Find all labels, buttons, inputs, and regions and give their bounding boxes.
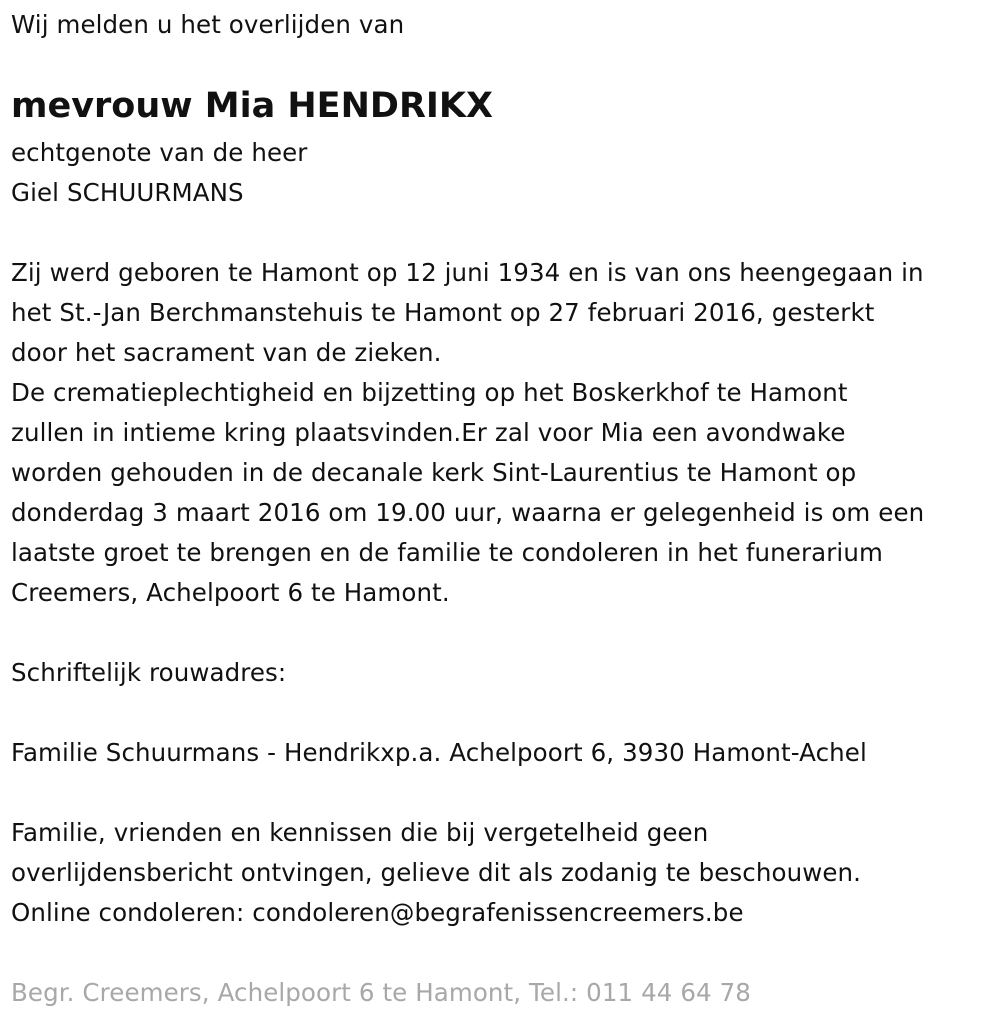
relation-line: echtgenote van de heer <box>11 138 308 167</box>
online-condolence-line: Online condoleren: condoleren@begrafenissencreemers.be <box>11 898 744 927</box>
closing-line: Familie, vrienden en kennissen die bij vergetelheid geen <box>11 818 709 847</box>
body-line: zullen in intieme kring plaatsvinden.Er zal voor Mia een avondwake <box>11 418 846 447</box>
body-line: Creemers, Achelpoort 6 te Hamont. <box>11 578 450 607</box>
body-line: donderdag 3 maart 2016 om 19.00 uur, waarna er gelegenheid is om een <box>11 498 925 527</box>
spouse-block <box>11 133 307 213</box>
closing-line: overlijdensbericht ontvingen, gelieve dit als zodanig te beschouwen. <box>11 858 862 887</box>
notice-body <box>11 253 924 613</box>
body-line: worden gehouden in de decanale kerk Sint-Laurentius te Hamont op <box>11 458 857 487</box>
body-line: het St.-Jan Berchmanstehuis te Hamont op 27 februari 2016, gesterkt <box>11 298 875 327</box>
spouse-name: Giel SCHUURMANS <box>11 178 244 207</box>
body-line: De crematieplechtigheid en bijzetting op het Boskerkhof te Hamont <box>11 378 848 407</box>
body-line: door het sacrament van de zieken. <box>11 338 442 367</box>
body-line: laatste groet te brengen en de familie te condoleren in het funerarium <box>11 538 883 567</box>
address-heading: Schriftelijk rouwadres: <box>11 658 287 687</box>
deceased-name: mevrouw Mia HENDRIKX <box>11 86 494 126</box>
intro-text: Wij melden u het overlijden van <box>11 10 405 39</box>
body-line: Zij werd geboren te Hamont op 12 juni 1934 en is van ons heengegaan in <box>11 258 924 287</box>
closing-text <box>11 813 861 933</box>
funeral-home-footer: Begr. Creemers, Achelpoort 6 te Hamont, Tel.: 011 44 64 78 <box>11 978 751 1007</box>
mourning-address: Familie Schuurmans - Hendrikxp.a. Achelpoort 6, 3930 Hamont-Achel <box>11 738 867 767</box>
